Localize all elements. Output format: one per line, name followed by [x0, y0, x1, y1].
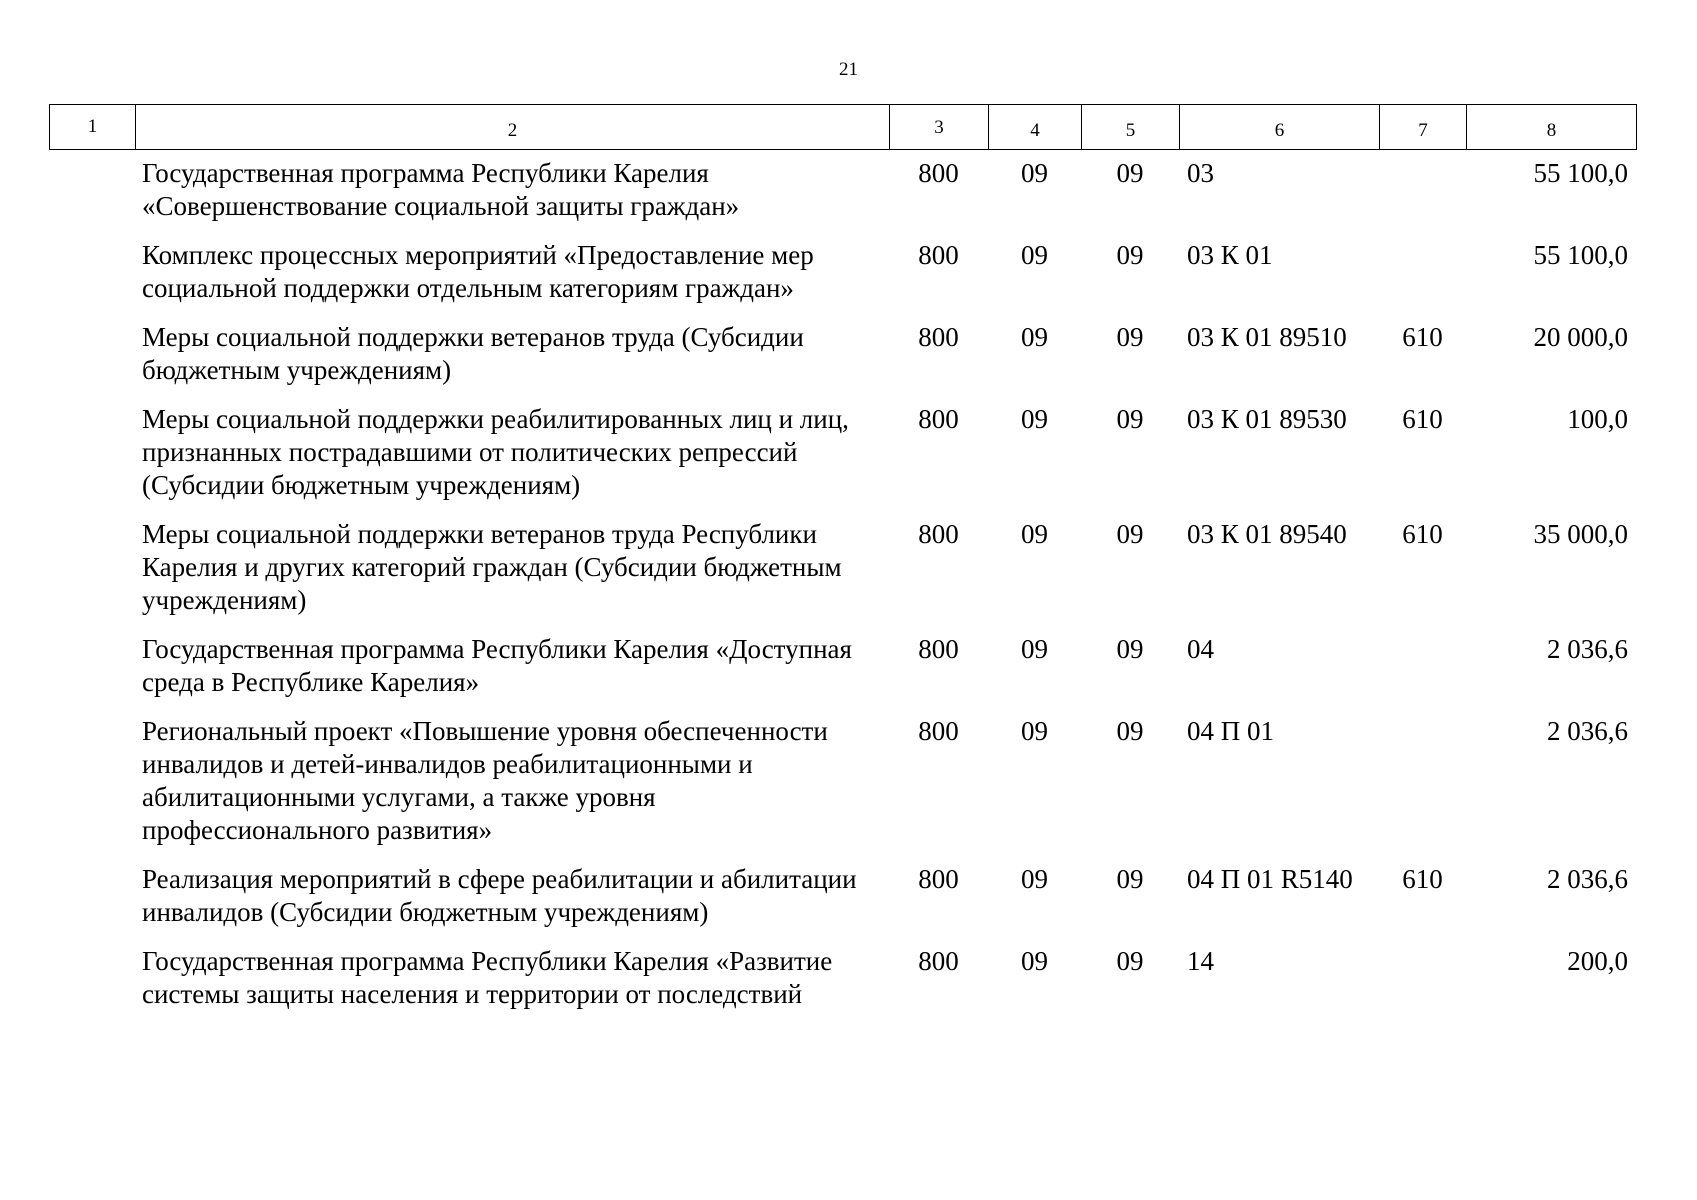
column-header-8: 8: [1467, 105, 1637, 150]
row-empty-col1: [49, 518, 135, 617]
row-csr: 04 П 01: [1187, 716, 1274, 746]
row-csr: 03 К 01 89530: [1187, 404, 1347, 434]
row-vr: 610: [1402, 322, 1443, 352]
row-empty-col1: [49, 863, 135, 929]
row-ved: 800: [918, 519, 959, 549]
column-header-6: 6: [1180, 105, 1380, 150]
row-csr: 04: [1187, 634, 1214, 664]
row-pr: 09: [1116, 519, 1144, 549]
row-vr: 610: [1402, 519, 1443, 549]
table-row: [49, 518, 1636, 617]
row-pr: 09: [1116, 404, 1144, 434]
row-ved: 800: [918, 240, 959, 270]
table-row: [49, 157, 1636, 223]
row-empty-col1: [49, 239, 135, 305]
row-vr: [1379, 633, 1466, 699]
column-header-4: 4: [989, 105, 1082, 150]
column-header-7: 7: [1380, 105, 1467, 150]
row-name: Меры социальной поддержки ветеранов труда Республики Карелия и других категорий граждан (Субсидии бюджетным учреждениям): [142, 519, 842, 615]
row-amount: 200,0: [1567, 946, 1628, 976]
row-csr: 04 П 01 R5140: [1187, 864, 1353, 894]
row-vr: 610: [1402, 404, 1443, 434]
row-rz: 09: [1021, 634, 1048, 664]
column-header-3: 3: [890, 105, 989, 150]
row-ved: 800: [918, 864, 959, 894]
row-amount: 100,0: [1567, 404, 1628, 434]
column-header-1: 1: [50, 105, 136, 150]
row-amount: 2 036,6: [1547, 634, 1628, 664]
row-amount: 55 100,0: [1533, 158, 1628, 188]
row-ved: 800: [918, 946, 959, 976]
row-name: Государственная программа Республики Карелия «Доступная среда в Республике Карелия»: [142, 634, 852, 697]
table-row: [49, 945, 1636, 1011]
row-pr: 09: [1116, 864, 1144, 894]
row-amount: 55 100,0: [1533, 240, 1628, 270]
row-csr: 03 К 01: [1187, 240, 1273, 270]
row-pr: 09: [1116, 322, 1144, 352]
row-pr: 09: [1116, 716, 1144, 746]
page-number: 21: [839, 59, 858, 80]
row-name: Государственная программа Республики Карелия «Развитие системы защиты населения и территории от последствий: [142, 946, 833, 1009]
table-row: [49, 321, 1636, 387]
row-empty-col1: [49, 321, 135, 387]
row-rz: 09: [1021, 404, 1048, 434]
row-rz: 09: [1021, 716, 1048, 746]
row-ved: 800: [918, 404, 959, 434]
row-amount: 2 036,6: [1547, 864, 1628, 894]
row-empty-col1: [49, 403, 135, 502]
row-rz: 09: [1021, 240, 1048, 270]
row-name: Реализация мероприятий в сфере реабилитации и абилитации инвалидов (Субсидии бюджетным учреждениям): [142, 864, 857, 927]
row-rz: 09: [1021, 519, 1048, 549]
row-csr: 03 К 01 89510: [1187, 322, 1347, 352]
row-amount: 20 000,0: [1533, 322, 1628, 352]
row-ved: 800: [918, 634, 959, 664]
row-ved: 800: [918, 322, 959, 352]
table-row: [49, 715, 1636, 847]
row-pr: 09: [1116, 634, 1144, 664]
row-rz: 09: [1021, 322, 1048, 352]
row-amount: 35 000,0: [1533, 519, 1628, 549]
table-row: [49, 863, 1636, 929]
row-rz: 09: [1021, 158, 1048, 188]
row-empty-col1: [49, 633, 135, 699]
row-csr: 14: [1187, 946, 1214, 976]
row-ved: 800: [918, 158, 959, 188]
row-name: Региональный проект «Повышение уровня обеспеченности инвалидов и детей-инвалидов реабилитационными и абилитационными услугами, а также уровня профессионального развития»: [142, 716, 828, 845]
row-name: Комплекс процессных мероприятий «Предоставление мер социальной поддержки отдельным категориям граждан»: [142, 240, 814, 303]
row-pr: 09: [1116, 240, 1144, 270]
row-vr: 610: [1402, 864, 1443, 894]
table-row: [49, 633, 1636, 699]
row-vr: [1379, 945, 1466, 1011]
row-empty-col1: [49, 157, 135, 223]
row-csr: 03: [1187, 158, 1214, 188]
row-vr: [1379, 715, 1466, 847]
budget-table-body: [49, 157, 1636, 1027]
row-rz: 09: [1021, 864, 1048, 894]
row-pr: 09: [1116, 946, 1144, 976]
table-row: [49, 239, 1636, 305]
column-header-2: 2: [136, 105, 890, 150]
row-amount: 2 036,6: [1547, 716, 1628, 746]
row-empty-col1: [49, 945, 135, 1011]
row-name: Меры социальной поддержки реабилитированных лиц и лиц, признанных пострадавшими от политических репрессий (Субсидии бюджетным учреждениям): [142, 404, 849, 500]
row-name: Государственная программа Республики Карелия «Совершенствование социальной защиты граждан»: [142, 158, 740, 221]
row-pr: 09: [1116, 158, 1144, 188]
column-header-5: 5: [1082, 105, 1180, 150]
table-row: [49, 403, 1636, 502]
column-header-table: [49, 104, 1637, 150]
row-ved: 800: [918, 716, 959, 746]
row-vr: [1379, 239, 1466, 305]
row-name: Меры социальной поддержки ветеранов труда (Субсидии бюджетным учреждениям): [142, 322, 804, 385]
row-empty-col1: [49, 715, 135, 847]
row-vr: [1379, 157, 1466, 223]
row-rz: 09: [1021, 946, 1048, 976]
column-header-row: [50, 105, 1637, 150]
row-csr: 03 К 01 89540: [1187, 519, 1347, 549]
